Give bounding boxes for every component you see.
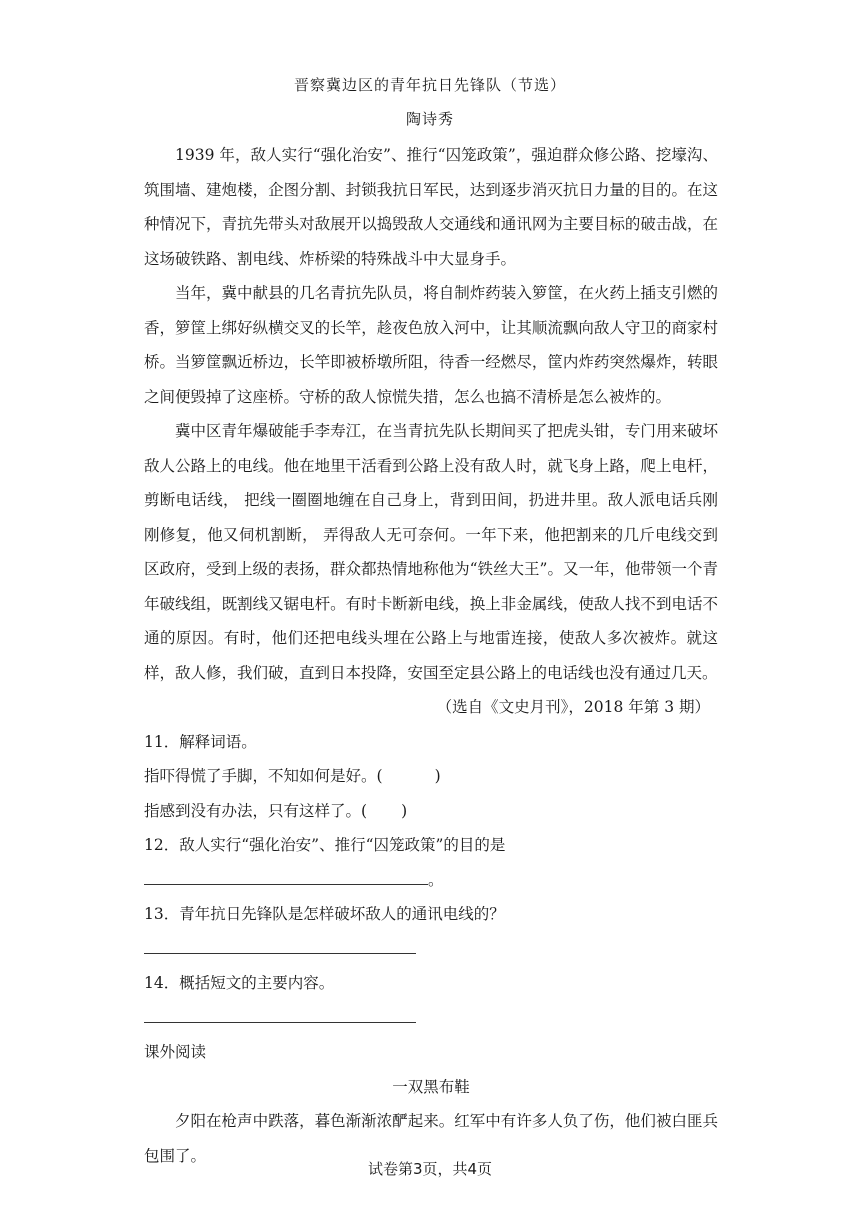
- answer-line-14[interactable]: [144, 1002, 416, 1023]
- extra-story-title: 一双黑布鞋: [392, 1077, 470, 1096]
- article-author: 陶诗秀: [405, 110, 454, 128]
- question-12-answer-line: [144, 863, 718, 898]
- page-body: [144, 138, 718, 1173]
- question-13: 13．青年抗日先锋队是怎样破坏敌人的通讯电线的？: [144, 905, 505, 923]
- extra-section-label: 课外阅读: [144, 1043, 207, 1061]
- article-paragraph-2: 当年，冀中献县的几名青抗先队员，将自制炸药装入箩筐，在火药上插支引燃的香，箩筐上绑好纵横交叉的长竿，趁夜色放入河中，让其顺流飘向敌人守卫的商家村桥。当箩筐飘近桥边，长竿即被桥墩所阻，待香一经燃尽，筐内炸药突然爆炸，转眼之间便毁掉了这座桥。守桥的敌人惊慌失措，怎么也搞不清桥是怎么被炸的。: [144, 284, 718, 406]
- extra-story-paragraph: 夕阳在枪声中跌落，暮色渐渐浓酽起来。红军中有许多人负了伤，他们被白匪兵包围了。: [144, 1112, 718, 1165]
- question-12: 12．敌人实行“强化治安”、推行“囚笼政策”的目的是: [144, 836, 506, 854]
- article-source: （选自《文史月刊》，2018 年第 3 期）: [436, 698, 710, 716]
- question-11-item-a-close: ): [434, 767, 441, 785]
- question-11-item-a-text: 指吓得慌了手脚，不知如何是好。(: [144, 767, 383, 785]
- question-13-answer-line: [144, 932, 718, 967]
- question-11-item-b: [144, 794, 718, 829]
- question-14-answer-line: [144, 1001, 718, 1036]
- article-title: 晋察冀边区的青年抗日先锋队（节选）: [293, 76, 566, 94]
- question-11-item-a: [144, 759, 718, 794]
- article-paragraph-1: 1939 年，敌人实行“强化治安”、推行“囚笼政策”，强迫群众修公路、挖壕沟、筑围墙、建炮楼，企图分割、封锁我抗日军民，达到逐步消灭抗日力量的目的。在这种情况下，青抗先带头对敌展开以捣毁敌人交通线和通讯网为主要目标的破击战，在这场破铁路、割电线、炸桥梁的特殊战斗中大显身手。: [144, 146, 718, 268]
- article-paragraph-3: 冀中区青年爆破能手李寿江，在当青抗先队长期间买了把虎头钳，专门用来破坏敌人公路上的电线。他在地里干活看到公路上没有敌人时，就飞身上路，爬上电杆，剪断电话线， 把线一圈圈地缠在自己身上，背到田间，扔进井里。敌人派电话兵刚刚修复，他又伺机割断， 弄得敌人无可奈何。一年下来，他把割来的几斤电线交到区政府，受到上级的表扬，群众都热情地称他为“铁丝大王”。又一年，他带领一个青年破线组，既割线又锯电杆。有时卡断新电线，换上非金属线，使敌人找不到电话不通的原因。有时，他们还把电线头埋在公路上与地雷连接，使敌人多次被炸。就这样，敌人修，我们破，直到日本投降，安国至定县公路上的电话线也没有通过几天。: [144, 422, 718, 682]
- question-12-end: 。: [428, 870, 444, 889]
- page-footer: 试卷第3页，共4页: [367, 1160, 493, 1178]
- question-14: 14．概括短文的主要内容。: [144, 974, 335, 992]
- answer-line-12[interactable]: [144, 864, 428, 885]
- answer-line-13[interactable]: [144, 933, 416, 954]
- question-11-label: 11．解释词语。: [144, 732, 257, 751]
- question-11-item-b-close: ): [401, 801, 408, 820]
- question-11-item-b-text: 指感到没有办法，只有这样了。(: [144, 801, 368, 820]
